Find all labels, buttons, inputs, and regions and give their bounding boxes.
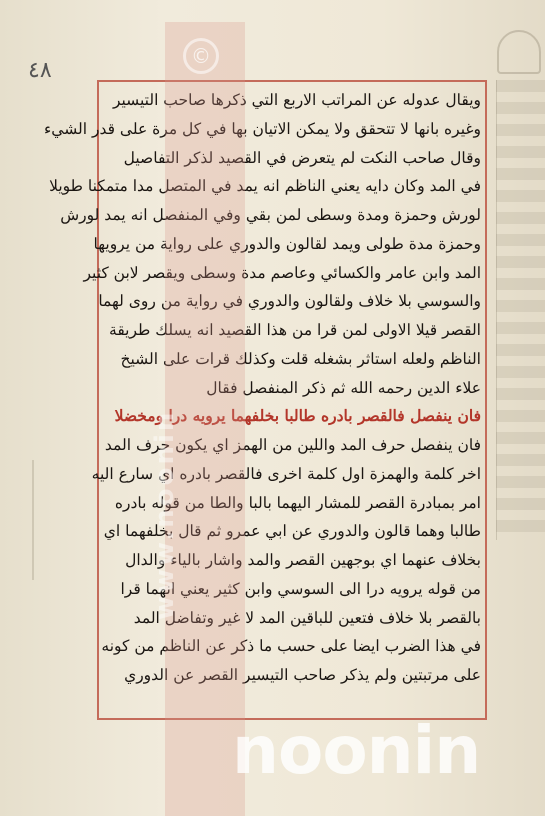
text-line: بخلاف عنهما اي بوجهين القصر والمد واشار بالياء والدال — [125, 551, 481, 569]
text-line: وحمزة مدة طولى ويمد لقالون والدوري على رواية من يرويها — [93, 234, 481, 253]
text-line: وقال صاحب النكت لم يتعرض في القصيد لذكر التفاصيل — [123, 148, 481, 167]
watermark-side-text: www.noonin — [150, 409, 180, 620]
verse-line-rubric: فان ينفصل فالقصر بادره طالبا بخلفهما يرويه درا ومخضلا — [114, 406, 481, 426]
text-line: امر بمبادرة القصر للمشار اليهما بالبا والطا من قوله بادره — [114, 493, 481, 512]
text-line: القصر قيلا الاولى لمن قرا من هذا القصيد انه يسلك طريقة — [109, 321, 481, 339]
watermark-brand: noonin — [232, 712, 481, 789]
margin-ornament — [2, 460, 34, 580]
text-line: المد وابن عامر والكسائي وعاصم مدة وسطى ويقصر لابن كثير — [83, 263, 481, 282]
text-line: فان ينفصل حرف المد واللين من الهمز اي يكون حرف المد — [104, 436, 481, 454]
copyright-watermark-icon: © — [183, 38, 219, 74]
text-line: علاء الدين رحمه الله ثم ذكر المنفصل فقال — [206, 378, 481, 397]
text-line: اخر كلمة والهمزة اول كلمة اخرى فالقصر بادره اي سارع اليه — [91, 464, 481, 483]
text-line: طالبا وهما قالون والدوري عن ابي عمرو ثم قال بخلفهما اي — [103, 522, 481, 541]
folio-number: ٤٨ — [28, 58, 52, 83]
text-line: لورش وحمزة ومدة وسطى لمن بقي وفي المنفصل انه يمد لورش — [60, 206, 481, 224]
text-line: بالقصر بلا خلاف فتعين للباقين المد لا غير وتفاضل المد — [133, 608, 481, 627]
text-line: الناظم ولعله استاثر بشغله قلت وكذلك قرات على الشيخ — [120, 349, 481, 368]
text-line: والسوسي بلا خلاف ولقالون والدوري في رواية من روى لهما — [98, 292, 481, 311]
text-line: من قوله يرويه درا الى السوسي وابن كثير يعني انهما قرا — [120, 579, 481, 598]
text-line: في المد وكان دايه يعني الناظم انه يمد في المتصل مدا متمكنا طويلا — [49, 177, 481, 196]
text-line: في هذا الضرب ايضا على حسب ما ذكر عن الناظم من كونه — [101, 637, 481, 656]
text-line: وغيره بانها لا تتحقق ولا يمكن الاتيان بها في كل مرة على قدر الشيء — [43, 119, 481, 138]
text-line: على مرتبتين ولم يذكر صاحب التيسير القصر عن الدوري — [124, 666, 481, 684]
side-ornament — [496, 80, 545, 540]
top-ornament — [497, 30, 541, 74]
text-line: ويقال عدوله عن المراتب الاربع التي ذكرها صاحب التيسير — [112, 91, 481, 109]
